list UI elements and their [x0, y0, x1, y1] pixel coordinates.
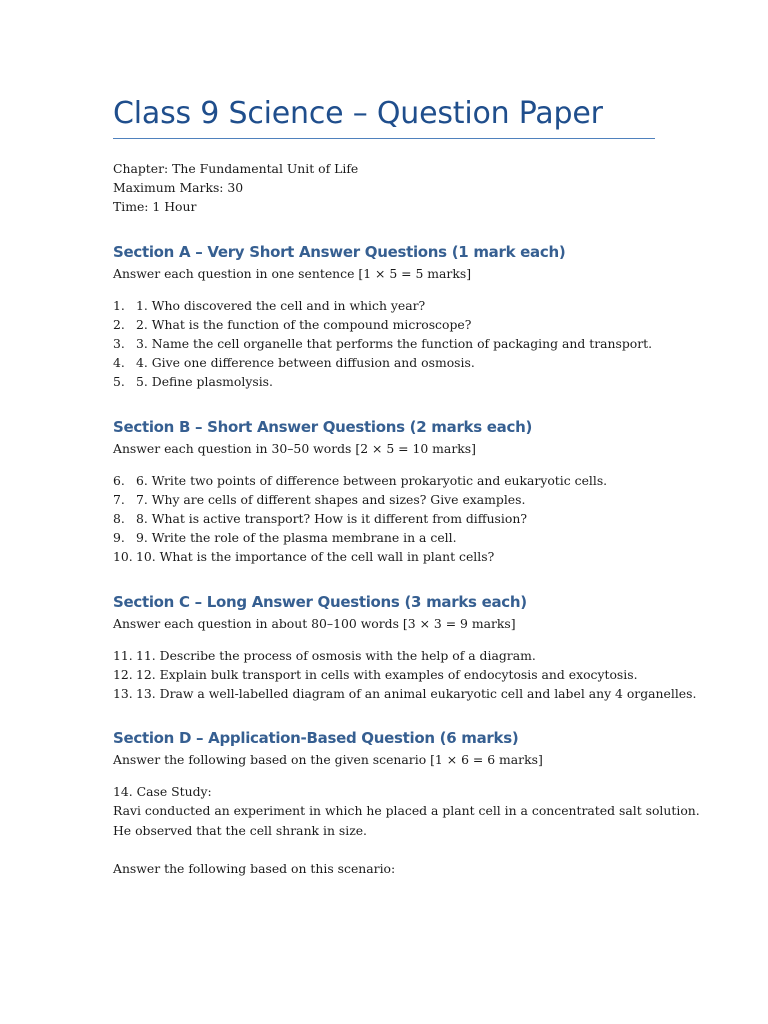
section-heading: Section A – Very Short Answer Questions (1 mark each)	[113, 242, 566, 261]
question-item	[113, 296, 656, 315]
question-list	[113, 471, 656, 567]
question-number: 12.	[113, 666, 133, 682]
section-heading: Section B – Short Answer Questions (2 marks each)	[113, 417, 532, 436]
question-number: 6.	[113, 472, 125, 488]
question-item	[113, 528, 656, 547]
section-heading: Section D – Application-Based Question (6 marks)	[113, 729, 519, 748]
page-title: Class 9 Science – Question Paper	[113, 96, 603, 131]
section-b	[113, 416, 656, 567]
question-text: 12. Explain bulk transport in cells with examples of endocytosis and exocytosis.	[136, 666, 638, 682]
section-instruction: Answer the following based on the given scenario [1 × 6 = 6 marks]	[113, 752, 543, 768]
question-number: 9.	[113, 530, 125, 546]
question-text: 1. Who discovered the cell and in which year?	[136, 297, 426, 313]
section-instruction: Answer each question in one sentence [1 × 5 = 5 marks]	[113, 265, 472, 281]
question-list	[113, 296, 656, 392]
question-text: 2. What is the function of the compound microscope?	[136, 316, 472, 332]
case-study	[113, 782, 700, 878]
question-item	[113, 334, 656, 353]
question-number: 10.	[113, 549, 133, 565]
question-number: 8.	[113, 511, 125, 527]
question-text: 9. Write the role of the plasma membrane in a cell.	[136, 530, 457, 546]
section-instruction: Answer each question in 30–50 words [2 × 5 = 10 marks]	[113, 440, 476, 456]
question-number: 11.	[113, 647, 133, 663]
question-number: 3.	[113, 336, 125, 352]
question-text: 11. Describe the process of osmosis with the help of a diagram.	[136, 647, 536, 663]
question-text: 3. Name the cell organelle that performs the function of packaging and transport.	[136, 336, 653, 352]
case-study-text: Ravi conducted an experiment in which he placed a plant cell in a concentrated salt solution.	[113, 803, 700, 819]
question-text: 10. What is the importance of the cell wall in plant cells?	[136, 549, 495, 565]
case-study-text: He observed that the cell shrank in size.	[113, 822, 367, 838]
question-number: 2.	[113, 316, 125, 332]
case-study-label: 14. Case Study:	[113, 784, 212, 800]
time-line: Time: 1 Hour	[113, 199, 197, 215]
question-text: 8. What is active transport? How is it different from diffusion?	[136, 511, 527, 527]
blank-line	[113, 840, 656, 859]
question-item	[113, 372, 656, 391]
question-item	[113, 509, 656, 528]
question-number: 7.	[113, 491, 125, 507]
question-number: 13.	[113, 686, 133, 702]
section-a	[113, 241, 656, 392]
question-list	[113, 646, 697, 704]
question-number: 1.	[113, 297, 125, 313]
question-text: 7. Why are cells of different shapes and sizes? Give examples.	[136, 491, 526, 507]
question-text: 13. Draw a well-labelled diagram of an animal eukaryotic cell and label any 4 organelles.	[136, 686, 697, 702]
section-heading: Section C – Long Answer Questions (3 marks each)	[113, 592, 527, 611]
question-text: 4. Give one difference between diffusion and osmosis.	[136, 355, 475, 371]
question-item	[113, 684, 697, 703]
section-instruction: Answer each question in about 80–100 words [3 × 3 = 9 marks]	[113, 615, 516, 631]
question-item	[113, 646, 656, 665]
title-divider	[113, 138, 655, 139]
question-item	[113, 490, 656, 509]
question-item	[113, 471, 656, 490]
question-item	[113, 665, 656, 684]
question-text: 6. Write two points of difference between prokaryotic and eukaryotic cells.	[136, 472, 608, 488]
question-item	[113, 315, 656, 334]
chapter-line: Chapter: The Fundamental Unit of Life	[113, 161, 359, 176]
question-number: 4.	[113, 355, 125, 371]
paper-meta	[113, 159, 656, 217]
question-item	[113, 353, 656, 372]
question-number: 5.	[113, 374, 125, 390]
case-study-prompt: Answer the following based on this scenario:	[113, 861, 396, 877]
question-text: 5. Define plasmolysis.	[136, 374, 273, 390]
section-c	[113, 591, 697, 704]
section-d	[113, 727, 700, 878]
question-item	[113, 547, 656, 566]
max-marks-line: Maximum Marks: 30	[113, 180, 244, 196]
